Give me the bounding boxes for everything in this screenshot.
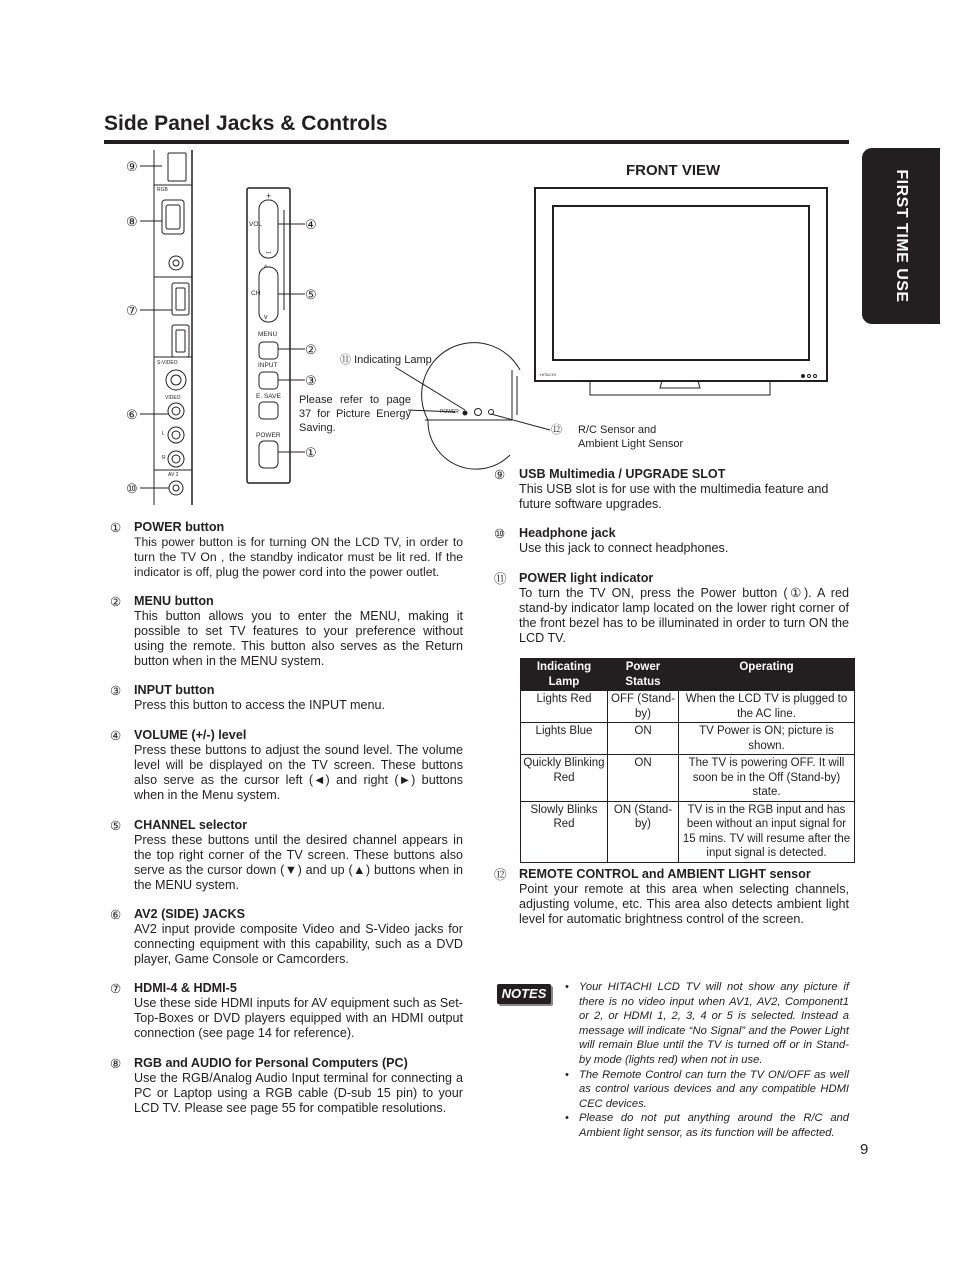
vol-label: VOL	[249, 221, 263, 228]
power-label: POWER	[256, 432, 281, 439]
item-hdmi: ⑦ HDMI-4 & HDMI-5 Use these side HDMI inputs for AV equipment such as Set-Top-Boxes or DVD players equipped with an HDMI output connection (see page 14 for reference).	[110, 981, 463, 1040]
video-label: VIDEO	[165, 395, 181, 401]
table-row	[521, 723, 855, 755]
note-item: • Please do not put anything around the R/C and Ambient light sensor, as its function will be affected.	[565, 1112, 849, 1139]
note-item: • Your HITACHI LCD TV will not show any picture if there is no video input when AV1, AV2, Component1 or 2, or HDMI 1, 2, 3, 4 or 5 is selected. Instead a message will indicate “No Signal” and the Power Light will remain Blue until the TV is turned off or in Stand-by mode (lights red) when not in use.	[565, 981, 849, 1066]
esave-note: Please refer to page 37 for Picture Energy Saving.	[299, 394, 411, 434]
pc-audio-jack-icon	[169, 256, 183, 270]
table-header: Indicating Lamp	[521, 659, 608, 691]
title-rule	[104, 140, 849, 144]
callout-5: ⑤	[305, 287, 317, 302]
video-jack-icon	[168, 403, 184, 419]
section-tab	[862, 148, 940, 324]
rc-sensor-label: R/C Sensor and Ambient Light Sensor	[578, 424, 684, 450]
table-cell: ON	[608, 723, 679, 755]
av2-label: AV 2	[168, 472, 179, 478]
vol-plus-sign: +	[266, 191, 272, 201]
esave-label: E. SAVE	[256, 393, 281, 400]
tv-screen	[553, 206, 809, 360]
usb-port-icon	[168, 153, 186, 181]
table-cell: OFF (Stand-by)	[608, 691, 679, 723]
power-small-label: POWER	[440, 409, 459, 415]
table-cell: When the LCD TV is plugged to the AC line.	[679, 691, 855, 723]
callout-10: ⑩	[126, 481, 138, 496]
l-label: L	[162, 431, 165, 437]
callout-7: ⑦	[126, 303, 138, 318]
table-cell: Lights Blue	[521, 723, 608, 755]
item-input-button: ③ INPUT button Press this button to access the INPUT menu.	[110, 683, 386, 712]
notes-list	[563, 980, 849, 1141]
input-button-icon	[259, 372, 278, 389]
r-label: R	[162, 455, 166, 461]
callout-9: ⑨	[126, 159, 138, 174]
vol-minus-sign: –	[266, 247, 272, 257]
note-item: • The Remote Control can turn the TV ON/OFF as well as control various devices and any compatible HDMI CEC devices.	[565, 1068, 849, 1110]
item-volume: ④ VOLUME (+/-) level Press these buttons to adjust the sound level. The volume level will be displayed on the TV screen. These buttons also serve as the cursor left (◄) and right (►) buttons when in the Menu system.	[110, 728, 463, 802]
table-row	[521, 691, 855, 723]
rgb-label: RGB	[157, 187, 168, 193]
callout-4: ④	[305, 217, 317, 232]
table-cell: ON	[608, 755, 679, 802]
menu-button-icon	[259, 342, 278, 359]
table-row	[521, 801, 855, 862]
item-channel: ⑤ CHANNEL selector Press these buttons until the desired channel appears in the top right corner of the TV screen. These buttons also serve as the cursor down (▼) and up (▲) buttons when in the MENU system.	[110, 818, 463, 892]
callout-8: ⑧	[126, 214, 138, 229]
input-label: INPUT	[258, 362, 278, 369]
table-row	[521, 755, 855, 802]
item-power-light: ⑪ POWER light indicator To turn the TV ON, press the Power button (①). A red stand-by indicator lamp located on the lower right corner of the front bezel has to be illuminated in order to turn ON the LCD TV.	[494, 571, 849, 645]
item-remote-sensor: ⑫ REMOTE CONTROL and AMBIENT LIGHT sensor Point your remote at this area when selecting channels, adjusting volume, etc. This area also detects ambient light level for automatic brightness control of the screen.	[494, 867, 849, 926]
ch-up-sign: ^	[264, 265, 268, 272]
table-cell: The TV is powering OFF. It will soon be in the Off (Stand-by) state.	[679, 755, 855, 802]
rc-sensor-icon	[475, 409, 482, 416]
rc-sensor-callout-num: ⑫	[551, 424, 562, 436]
table-cell: Slowly Blinks Red	[521, 801, 608, 862]
table-cell: ON (Stand-by)	[608, 801, 679, 862]
callout-6: ⑥	[126, 407, 138, 422]
notes-badge: NOTES	[497, 984, 551, 1004]
ch-down-sign: v	[264, 314, 268, 321]
audio-l-jack-icon	[168, 427, 184, 443]
table-header: Operating	[679, 659, 855, 691]
ch-label: CH	[251, 290, 261, 297]
audio-r-jack-icon	[168, 451, 184, 467]
section-tab-label: FIRST TIME USE	[893, 169, 910, 303]
callout-2: ②	[305, 342, 317, 357]
headphone-jack-icon	[169, 481, 183, 495]
menu-label: MENU	[258, 331, 278, 338]
side-panel-diagram	[100, 145, 860, 510]
esave-button-icon	[259, 402, 278, 419]
table-header-row	[521, 659, 855, 691]
table-cell: Quickly Blinking Red	[521, 755, 608, 802]
front-view-label: FRONT VIEW	[626, 162, 721, 179]
channel-button-icon	[259, 267, 278, 322]
power-status-table	[520, 658, 855, 863]
callout-3: ③	[305, 373, 317, 388]
table-cell: Lights Red	[521, 691, 608, 723]
tv-bezel	[535, 188, 827, 381]
item-rgb-audio: ⑧ RGB and AUDIO for Personal Computers (PC) Use the RGB/Analog Audio Input terminal for connecting a PC or Laptop using a RGB cable (D-sub 15 pin) to your LCD TV. Please see page 55 for compatible resolutions.	[110, 1056, 463, 1115]
item-headphone: ⑩ Headphone jack Use this jack to connect headphones.	[494, 526, 729, 555]
table-header: Power Status	[608, 659, 679, 691]
callout-1: ①	[305, 445, 317, 460]
table-cell: TV Power is ON; picture is shown.	[679, 723, 855, 755]
indicating-lamp-callout: ⑪ Indicating Lamp	[340, 354, 432, 366]
page-number: 9	[860, 1141, 869, 1158]
item-av2-jacks: ⑥ AV2 (SIDE) JACKS AV2 input provide composite Video and S-Video jacks for connecting equipment with this capability, such as a DVD player, Game Console or Camcorders.	[110, 907, 463, 966]
tv-stand	[660, 381, 700, 388]
svideo-jack-icon	[166, 370, 186, 390]
power-button-icon	[259, 441, 278, 468]
table-cell: TV is in the RGB input and has been without an input signal for 15 mins. TV will resume after the input signal is detected.	[679, 801, 855, 862]
brand-label: HITACHI	[540, 372, 556, 377]
item-power-button: ① POWER button This power button is for turning ON the LCD TV, in order to turn the TV On , the standby indicator must be lit red. If the indicator is off, plug the power cord into the power outlet.	[110, 520, 463, 579]
zoom-detail	[422, 343, 520, 420]
svideo-label: S-VIDEO	[157, 360, 178, 366]
item-menu-button: ② MENU button This button allows you to enter the MENU, making it possible to set TV features to your preference without using the remote. This button also serves as the Return button when in the MENU system.	[110, 594, 463, 668]
item-usb: ⑨ USB Multimedia / UPGRADE SLOT This USB slot is for use with the multimedia feature and future software upgrades.	[494, 467, 829, 511]
power-indicator-icon	[463, 411, 467, 415]
page-title: Side Panel Jacks & Controls	[104, 112, 388, 135]
